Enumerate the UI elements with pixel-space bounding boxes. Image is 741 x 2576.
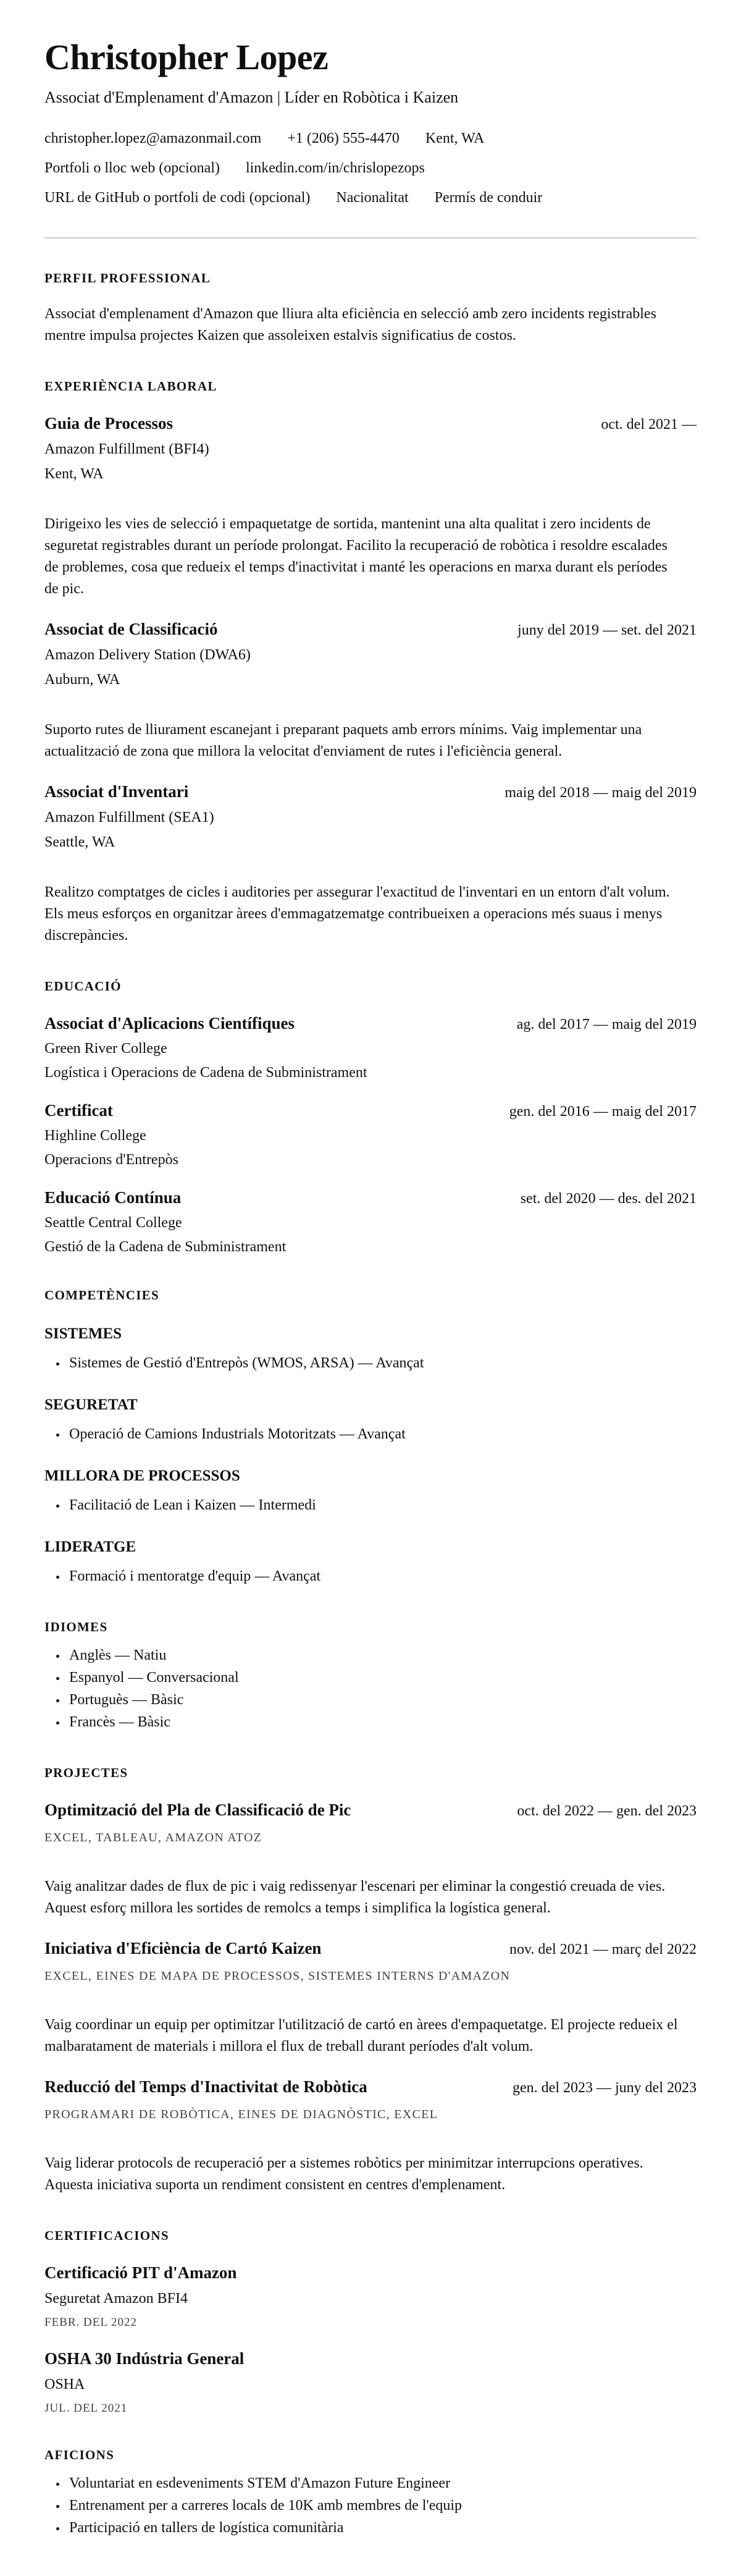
education-entry-head [44, 1101, 697, 1120]
certification-date: JUL. DEL 2021 [44, 2401, 128, 2415]
language-item: • Portuguès — Bàsic [67, 1689, 697, 1711]
job-entry-head [44, 782, 697, 801]
job-entry-head [44, 414, 697, 433]
section-projects [44, 1765, 697, 2196]
profile-heading: PERFIL PROFESSIONAL [44, 270, 211, 285]
certification-title: OSHA 30 Indústria General [44, 2349, 245, 2368]
skill-item: • Sistemes de Gestió d'Entrepòs (WMOS, ARSA) — Avançat [67, 1353, 697, 1374]
job-title: Guia de Processos [44, 413, 173, 433]
contact-row-extra [44, 190, 697, 206]
job-location: Kent, WA [44, 465, 104, 482]
education-date: gen. del 2016 — maig del 2017 [509, 1103, 697, 1120]
project-description: Vaig coordinar un equip per optimitzar l'utilització de cartó en àrees d'empaquetatge. El projecte redueix el malbaratament de materials i millora el flux de treball durant períodes d'alt volum. [44, 2016, 678, 2054]
project-tools: PROGRAMARI DE ROBÒTICA, EINES DE DIAGNÒSTIC, EXCEL [44, 2107, 438, 2121]
location-text: Kent, WA [425, 130, 485, 146]
skill-item: • Facilitació de Lean i Kaizen — Intermedi [67, 1495, 697, 1516]
project-date: nov. del 2021 — març del 2022 [509, 1941, 697, 1957]
languages-list [44, 1645, 697, 1733]
job-location: Auburn, WA [44, 671, 120, 688]
project-entry-head [44, 2077, 697, 2097]
education-field: Gestió de la Cadena de Subministrament [44, 1238, 287, 1255]
skill-group-title: SEGURETAT [44, 1396, 138, 1413]
linkedin-text: linkedin.com/in/chrislopezops [245, 159, 425, 176]
job-entry-head [44, 620, 697, 639]
education-heading: EDUCACIÓ [44, 978, 122, 994]
resume-header [44, 38, 697, 206]
education-entry [44, 1188, 697, 1256]
project-title: Iniciativa d'Eficiència de Cartó Kaizen [44, 1938, 322, 1957]
job-date: juny del 2019 — set. del 2021 [517, 622, 697, 638]
education-field: Logística i Operacions de Cadena de Subministrament [44, 1064, 367, 1081]
job-company: Amazon Fulfillment (SEA1) [44, 809, 214, 826]
education-school: Highline College [44, 1127, 146, 1144]
skill-group-list [44, 1495, 697, 1516]
project-entry [44, 1801, 697, 1919]
projects-heading: PROJECTES [44, 1765, 128, 1780]
job-date: oct. del 2021 — [601, 416, 697, 433]
job-description: Suporto rutes de lliurament escanejant i preparant paquets amb errors mínims. Vaig implementar una actualització de zona que millora la velocitat d'enviament de rutes i l'eficiència general. [44, 721, 642, 759]
education-entry [44, 1014, 697, 1081]
nationality-label: Nacionalitat [336, 189, 409, 206]
job-company: Amazon Delivery Station (DWA6) [44, 646, 251, 663]
project-tools: EXCEL, TABLEAU, AMAZON ATOZ [44, 1830, 262, 1844]
education-entry [44, 1101, 697, 1168]
languages-heading: IDIOMES [44, 1619, 108, 1634]
hobby-item: • Entrenament per a carreres locals de 10K amb membres de l'equip [67, 2495, 697, 2517]
certification-issuer: Seguretat Amazon BFI4 [44, 2290, 188, 2307]
job-description: Dirigeixo les vies de selecció i empaquetatge de sortida, mantenint una alta qualitat i zero incidents de seguretat registrables durant un període prolongat. Facilito la recuperació de robòtica i resoldre escalades de problemes, cosa que redueix el temps d'inactivitat i manté les operacions en marxa durant els períodes de pic. [44, 515, 668, 597]
github-placeholder-text: URL de GitHub o portfoli de codi (opcional) [44, 189, 311, 206]
education-title: Associat d'Aplicacions Científiques [44, 1013, 295, 1033]
section-profile [44, 271, 697, 347]
section-skills [44, 1288, 697, 1587]
certification-entry [44, 2263, 697, 2329]
education-entry-head [44, 1014, 697, 1033]
certification-entry [44, 2349, 697, 2415]
candidate-headline: Associat d'Emplenament d'Amazon | Líder en Robòtica i Kaizen [44, 88, 459, 106]
skill-item: • Operació de Camions Industrials Motoritzats — Avançat [67, 1424, 697, 1445]
project-date: oct. del 2022 — gen. del 2023 [517, 1802, 697, 1819]
project-title: Optimització del Pla de Classificació de Pic [44, 1800, 351, 1819]
language-item: • Francès — Bàsic [67, 1712, 697, 1733]
project-description: Vaig analitzar dades de flux de pic i vaig redissenyar l'escenari per eliminar la congestió creuada de vies. Aquest esforç millora les sortides de remolcs a temps i simplifica la logística general. [44, 1878, 666, 1916]
section-experience [44, 379, 697, 947]
section-education [44, 979, 697, 1256]
job-location: Seattle, WA [44, 834, 115, 850]
project-entry [44, 1939, 697, 2058]
education-date: ag. del 2017 — maig del 2019 [516, 1016, 697, 1033]
skills-heading: COMPETÈNCIES [44, 1287, 159, 1303]
job-title: Associat d'Inventari [44, 782, 189, 801]
certification-title: Certificació PIT d'Amazon [44, 2263, 237, 2282]
project-tools: EXCEL, EINES DE MAPA DE PROCESSOS, SISTEMES INTERNS D'AMAZON [44, 1969, 511, 1983]
header-divider [44, 237, 697, 239]
skill-group-list [44, 1353, 697, 1374]
project-entry [44, 2077, 697, 2196]
job-entry [44, 414, 697, 600]
education-field: Operacions d'Entrepòs [44, 1151, 178, 1168]
project-title: Reducció del Temps d'Inactivitat de Robòtica [44, 2077, 367, 2096]
website-placeholder-text: Portfoli o lloc web (opcional) [44, 159, 220, 176]
skill-group-list [44, 1566, 697, 1587]
language-item: • Espanyol — Conversacional [67, 1667, 697, 1689]
section-languages [44, 1620, 697, 1733]
hobbies-list [44, 2473, 697, 2539]
certification-date: FEBR. DEL 2022 [44, 2315, 137, 2329]
job-entry [44, 782, 697, 947]
experience-heading: EXPERIÈNCIA LABORAL [44, 378, 217, 394]
education-date: set. del 2020 — des. del 2021 [520, 1190, 697, 1207]
job-description: Realitzo comptatges de cicles i auditories per assegurar l'exactitud de l'inventari en un entorn d'alt volum. Els meus esforços en organitzar àrees d'emmagatzematge contribueixen a operacions més suaus i menys discrepàncies. [44, 884, 670, 944]
job-company: Amazon Fulfillment (BFI4) [44, 441, 209, 457]
contact-row-links [44, 160, 697, 177]
phone-text: +1 (206) 555-4470 [287, 130, 400, 146]
section-hobbies [44, 2447, 697, 2539]
education-school: Green River College [44, 1040, 167, 1057]
profile-text: Associat d'emplenament d'Amazon que lliura alta eficiència en selecció amb zero incidents registrables mentre impulsa projectes Kaizen que assoleixen estalvis significatius de costos. [44, 305, 656, 344]
skill-item: • Formació i mentoratge d'equip — Avançat [67, 1566, 697, 1587]
contact-row-primary [44, 130, 697, 147]
skill-group-list [44, 1424, 697, 1445]
job-title: Associat de Classificació [44, 619, 218, 638]
skill-group-title: LIDERATGE [44, 1538, 136, 1555]
hobby-item: • Voluntariat en esdeveniments STEM d'Amazon Future Engineer [67, 2473, 697, 2494]
skill-group-title: SISTEMES [44, 1325, 122, 1342]
skill-group-title: MILLORA DE PROCESSOS [44, 1467, 240, 1484]
education-school: Seattle Central College [44, 1214, 182, 1231]
hobby-item: • Participació en tallers de logística comunitària [67, 2517, 697, 2539]
hobbies-heading: AFICIONS [44, 2447, 115, 2462]
certification-issuer: OSHA [44, 2376, 85, 2392]
project-description: Vaig liderar protocols de recuperació per a sistemes robòtics per minimitzar interrupcions operatives. Aquesta iniciativa suporta un rendiment consistent en centres d'emplenament. [44, 2155, 643, 2193]
email-text: christopher.lopez@amazonmail.com [44, 130, 262, 146]
language-item: • Anglès — Natiu [67, 1645, 697, 1666]
education-title: Educació Contínua [44, 1188, 182, 1207]
candidate-name: Christopher Lopez [44, 37, 329, 77]
section-certifications [44, 2228, 697, 2415]
project-entry-head [44, 1801, 697, 1820]
job-entry [44, 620, 697, 762]
driving-license-label: Permís de conduir [434, 189, 543, 206]
project-entry-head [44, 1939, 697, 1958]
certifications-heading: CERTIFICACIONS [44, 2228, 169, 2243]
education-title: Certificat [44, 1100, 113, 1120]
education-entry-head [44, 1188, 697, 1207]
job-date: maig del 2018 — maig del 2019 [504, 784, 697, 801]
project-date: gen. del 2023 — juny del 2023 [513, 2079, 697, 2096]
